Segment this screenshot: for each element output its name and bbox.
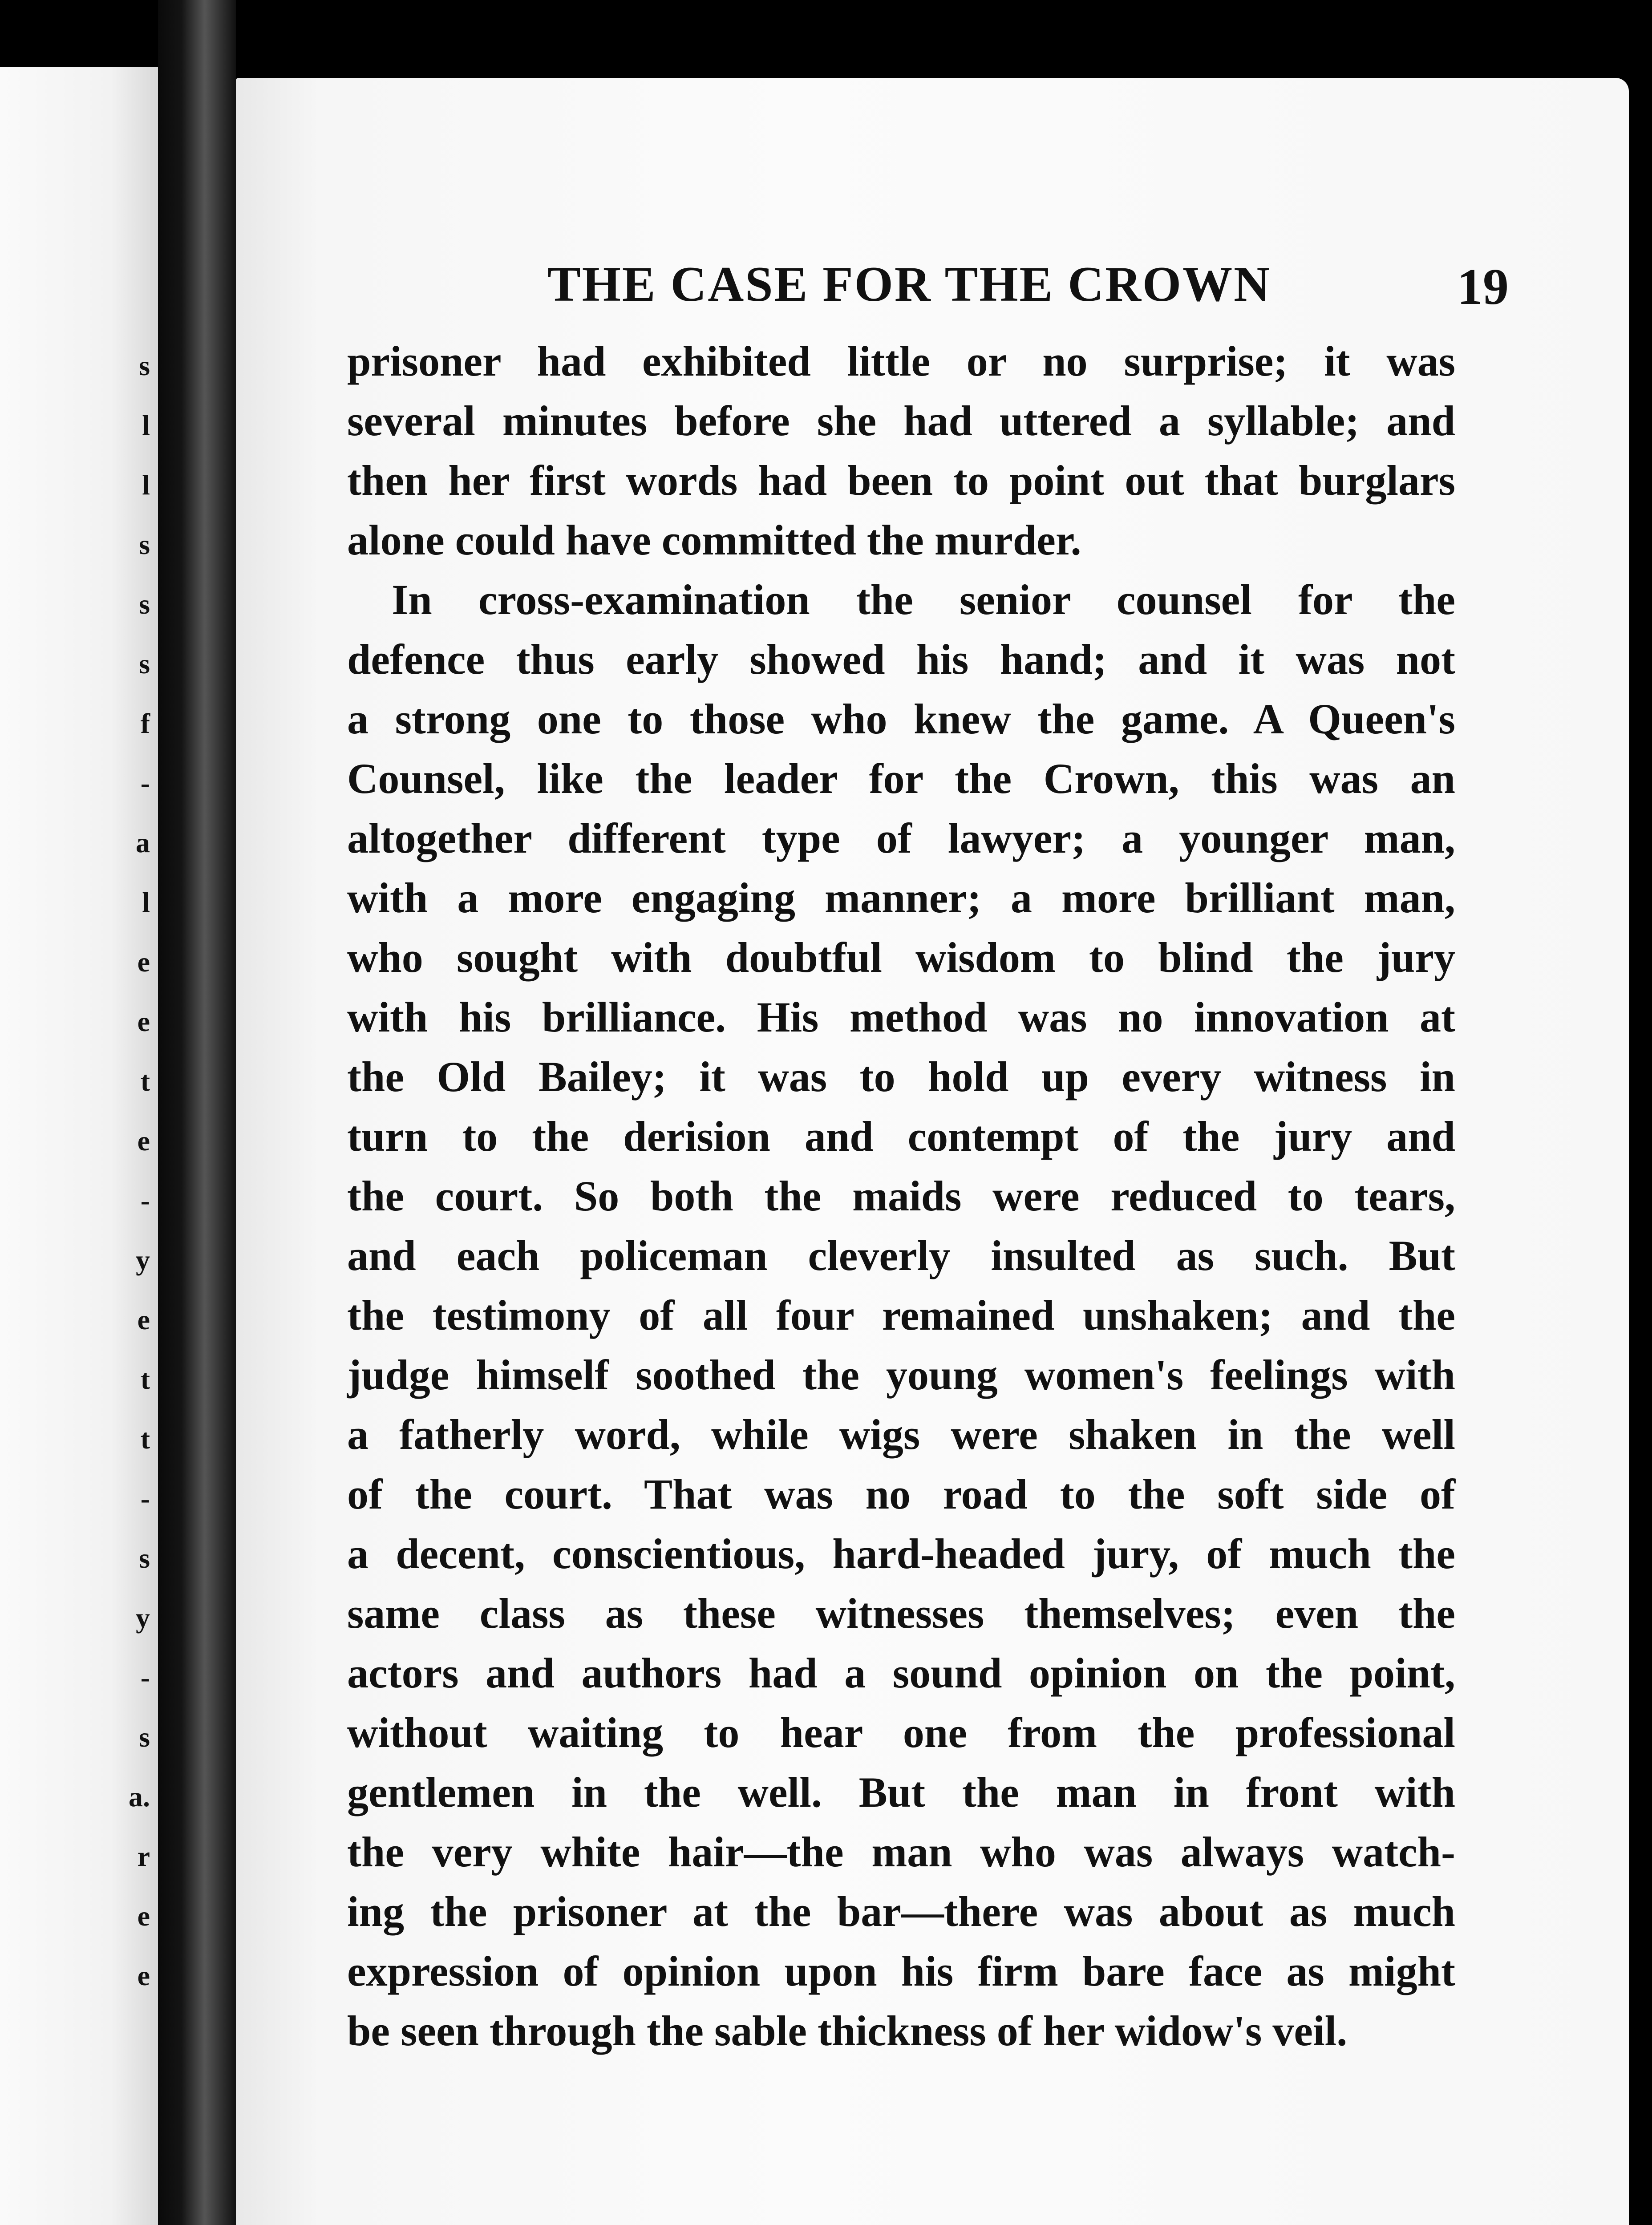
- running-head-title: THE CASE FOR THE CROWN: [547, 257, 1271, 312]
- text-line: actors and authors had a sound opinion on the point,: [347, 1649, 1455, 1697]
- facing-page-fragment: t: [140, 1423, 150, 1455]
- body-text: [347, 332, 1455, 2061]
- facing-page-fragment: t: [140, 1065, 150, 1097]
- text-line: the testimony of all four remained unshaken; and the: [347, 1291, 1455, 1339]
- facing-page-edge: [0, 67, 158, 2225]
- facing-page-fragment: t: [140, 1363, 150, 1395]
- facing-page-fragment: e: [137, 1900, 150, 1932]
- text-line: altogether different type of lawyer; a younger man,: [347, 814, 1455, 862]
- text-line: then her first words had been to point out that burglars: [347, 457, 1455, 504]
- running-head: [236, 256, 1629, 318]
- facing-page-fragment: -: [140, 1185, 150, 1216]
- text-line: the very white hair—the man who was always watch-: [347, 1828, 1455, 1876]
- facing-page-fragment: -: [140, 767, 150, 799]
- text-line: ing the prisoner at the bar—there was about as much: [347, 1888, 1455, 1935]
- facing-page-fragment: f: [140, 708, 150, 739]
- text-line: a strong one to those who knew the game. A Queen's: [347, 695, 1455, 743]
- book-page: [236, 78, 1629, 2225]
- text-line: without waiting to hear one from the professional: [347, 1709, 1455, 1756]
- text-line: gentlemen in the well. But the man in front with: [347, 1768, 1455, 1816]
- text-line: who sought with doubtful wisdom to blind the jury: [347, 934, 1455, 981]
- facing-page-fragment: e: [137, 946, 150, 978]
- facing-page-fragment: s: [139, 1542, 150, 1574]
- text-line: several minutes before she had uttered a syllable; and: [347, 397, 1455, 445]
- text-line: same class as these witnesses themselves; even the: [347, 1590, 1455, 1637]
- book-gutter: [158, 0, 236, 2225]
- facing-page-fragment: s: [139, 529, 150, 560]
- facing-page-text-fragments: [0, 67, 158, 2225]
- facing-page-fragment: y: [136, 1244, 150, 1276]
- facing-page-fragment: l: [142, 409, 150, 441]
- facing-page-fragment: a: [136, 827, 150, 858]
- facing-page-fragment: s: [139, 648, 150, 680]
- text-line: and each policeman cleverly insulted as such. But: [347, 1232, 1455, 1279]
- text-line: turn to the derision and contempt of the jury and: [347, 1112, 1455, 1160]
- facing-page-fragment: a.: [129, 1781, 150, 1812]
- facing-page-fragment: y: [136, 1602, 150, 1634]
- text-line: with his brilliance. His method was no innovation at: [347, 993, 1455, 1041]
- facing-page-fragment: l: [142, 886, 150, 918]
- text-line: with a more engaging manner; a more brilliant man,: [347, 874, 1455, 922]
- facing-page-fragment: e: [137, 1960, 150, 1991]
- text-line: expression of opinion upon his firm bare face as might: [347, 1947, 1455, 1995]
- text-line: Counsel, like the leader for the Crown, this was an: [347, 755, 1455, 802]
- facing-page-fragment: s: [139, 588, 150, 620]
- text-line: judge himself soothed the young women's feelings with: [347, 1351, 1455, 1399]
- facing-page-fragment: -: [140, 1662, 150, 1693]
- text-line: prisoner had exhibited little or no surprise; it was: [347, 337, 1455, 385]
- facing-page-fragment: e: [137, 1006, 150, 1037]
- text-line: the Old Bailey; it was to hold up every witness in: [347, 1053, 1455, 1100]
- text-line: defence thus early showed his hand; and it was not: [347, 635, 1455, 683]
- text-line: a fatherly word, while wigs were shaken in the well: [347, 1411, 1455, 1458]
- facing-page-fragment: -: [140, 1483, 150, 1514]
- facing-page-fragment: l: [142, 469, 150, 501]
- text-line: a decent, conscientious, hard-headed jury, of much the: [347, 1530, 1455, 1578]
- text-line: of the court. That was no road to the soft side of: [347, 1470, 1455, 1518]
- text-line: alone could have committed the murder.: [347, 516, 1081, 564]
- text-line: In cross-examination the senior counsel for the: [392, 576, 1455, 623]
- facing-page-fragment: s: [139, 1721, 150, 1753]
- facing-page-fragment: e: [137, 1125, 150, 1157]
- text-line: the court. So both the maids were reduced to tears,: [347, 1172, 1455, 1220]
- text-line: be seen through the sable thickness of her widow's veil.: [347, 2007, 1348, 2055]
- page-number: 19: [1457, 259, 1509, 316]
- facing-page-fragment: r: [137, 1841, 150, 1872]
- facing-page-fragment: e: [137, 1304, 150, 1335]
- facing-page-fragment: s: [139, 350, 150, 381]
